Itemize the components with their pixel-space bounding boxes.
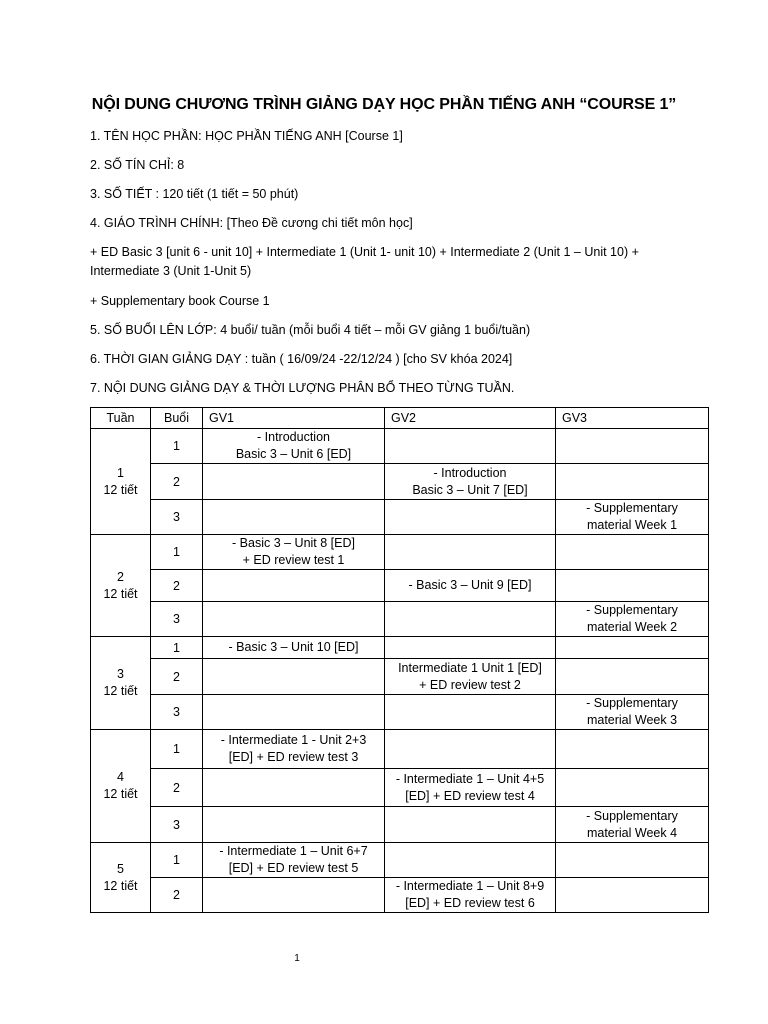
schedule-table — [90, 407, 709, 913]
header-gv2: GV2 — [385, 408, 556, 429]
gv2-cell — [385, 602, 556, 637]
session-number: 2 — [151, 769, 203, 807]
gv3-content-line: - Supplementary — [586, 501, 678, 515]
gv3-cell — [556, 535, 709, 570]
gv2-cell — [385, 659, 556, 695]
gv1-content-line: - Intermediate 1 – Unit 6+7 — [219, 844, 368, 858]
week-number: 2 — [117, 569, 124, 584]
gv1-cell — [203, 695, 385, 730]
gv1-content-line: - Basic 3 – Unit 10 [ED] — [228, 640, 359, 654]
gv2-cell — [385, 464, 556, 500]
gv1-content-line: + ED review test 1 — [242, 553, 345, 567]
gv2-cell — [385, 637, 556, 659]
gv2-cell — [385, 535, 556, 570]
gv3-cell — [556, 464, 709, 500]
session-number: 2 — [151, 659, 203, 695]
gv2-content-line: - Intermediate 1 – Unit 4+5 — [395, 771, 545, 786]
session-number: 2 — [151, 878, 203, 913]
gv1-cell — [203, 769, 385, 807]
gv2-cell — [385, 843, 556, 878]
week-number: 4 — [117, 770, 124, 784]
gv1-content-line: - Intermediate 1 - Unit 2+3 — [220, 733, 367, 747]
gv1-cell — [203, 878, 385, 913]
gv3-cell — [556, 843, 709, 878]
table-row — [91, 535, 709, 570]
gv1-cell — [203, 637, 385, 659]
table-row — [91, 602, 709, 637]
table-row — [91, 429, 709, 464]
gv1-content-line: [ED] + ED review test 3 — [228, 750, 359, 764]
gv1-cell — [203, 570, 385, 602]
textbook-detail-line-2: Intermediate 3 (Unit 1-Unit 5) — [90, 264, 252, 278]
gv2-cell — [385, 500, 556, 535]
table-row — [91, 695, 709, 730]
gv1-content-line: [ED] + ED review test 5 — [228, 861, 359, 875]
gv1-cell — [203, 659, 385, 695]
session-number: 3 — [151, 500, 203, 535]
textbook-detail-line-1: + ED Basic 3 [unit 6 - unit 10] + Intermediate 1 (Unit 1- unit 10) + Intermediate 2 (Unit 1 – Unit 10) + — [90, 245, 639, 259]
gv2-content-line: + ED review test 2 — [419, 677, 521, 692]
table-row — [91, 637, 709, 659]
week-hours: 12 tiết — [103, 684, 138, 698]
week-number: 3 — [117, 667, 124, 681]
item-content-heading: 7. NỘI DUNG GIẢNG DẠY & THỜI LƯỢNG PHÂN BỔ THEO TỪNG TUẦN. — [90, 381, 515, 395]
document-title: NỘI DUNG CHƯƠNG TRÌNH GIẢNG DẠY HỌC PHẦN TIẾNG ANH “COURSE 1” — [91, 96, 677, 113]
session-number: 2 — [151, 464, 203, 500]
gv3-cell — [556, 500, 709, 535]
table-row — [91, 659, 709, 695]
gv1-cell — [203, 730, 385, 769]
gv3-content-line: - Supplementary — [586, 808, 678, 823]
gv3-cell — [556, 878, 709, 913]
gv1-cell — [203, 602, 385, 637]
gv3-content-line: material Week 3 — [586, 713, 678, 727]
table-row — [91, 730, 709, 769]
week-hours: 12 tiết — [103, 586, 138, 601]
gv2-cell — [385, 878, 556, 913]
week-cell — [91, 637, 151, 730]
schedule-body — [91, 429, 709, 913]
table-row — [91, 500, 709, 535]
gv3-content-line: material Week 2 — [586, 620, 678, 634]
session-number: 1 — [151, 730, 203, 769]
gv3-cell — [556, 807, 709, 843]
gv3-content-line: - Supplementary — [586, 696, 678, 710]
gv3-cell — [556, 602, 709, 637]
gv3-cell — [556, 695, 709, 730]
table-row — [91, 464, 709, 500]
gv2-cell — [385, 695, 556, 730]
session-number: 1 — [151, 535, 203, 570]
gv1-cell — [203, 500, 385, 535]
gv3-content-line: material Week 1 — [586, 518, 678, 532]
week-number: 1 — [117, 465, 124, 480]
item-sessions: 5. SỐ BUỔI LÊN LỚP: 4 buổi/ tuần (mỗi buổi 4 tiết – mỗi GV giảng 1 buổi/tuần) — [90, 323, 531, 337]
gv2-content-line: - Introduction — [433, 465, 507, 480]
gv3-cell — [556, 769, 709, 807]
table-row — [91, 878, 709, 913]
gv3-cell — [556, 429, 709, 464]
week-number: 5 — [117, 861, 124, 876]
gv1-content-line: - Basic 3 – Unit 8 [ED] — [232, 536, 355, 550]
week-hours: 12 tiết — [103, 878, 138, 893]
gv1-cell — [203, 843, 385, 878]
gv1-cell — [203, 464, 385, 500]
week-cell — [91, 429, 151, 535]
gv3-content-line: - Supplementary — [586, 603, 678, 617]
gv3-cell — [556, 730, 709, 769]
gv2-cell — [385, 769, 556, 807]
page-number: 1 — [294, 953, 300, 964]
table-row — [91, 769, 709, 807]
week-cell — [91, 730, 151, 843]
gv2-cell — [385, 807, 556, 843]
item-textbook-detail — [90, 243, 690, 281]
gv2-content-line: Intermediate 1 Unit 1 [ED] — [398, 660, 542, 675]
gv3-content-line: material Week 4 — [586, 825, 678, 840]
gv2-cell — [385, 730, 556, 769]
item-supplementary-book: + Supplementary book Course 1 — [90, 294, 270, 308]
table-row — [91, 570, 709, 602]
gv3-cell — [556, 637, 709, 659]
session-number: 2 — [151, 570, 203, 602]
session-number: 1 — [151, 429, 203, 464]
week-hours: 12 tiết — [103, 482, 138, 497]
gv1-cell — [203, 535, 385, 570]
table-header-row — [91, 408, 709, 429]
gv2-cell — [385, 570, 556, 602]
item-periods: 3. SỐ TIẾT : 120 tiết (1 tiết = 50 phút) — [90, 187, 299, 201]
gv3-cell — [556, 570, 709, 602]
gv2-content-line: - Basic 3 – Unit 9 [ED] — [408, 578, 532, 592]
gv1-cell — [203, 807, 385, 843]
session-number: 1 — [151, 637, 203, 659]
gv2-content-line: Basic 3 – Unit 7 [ED] — [412, 482, 528, 497]
session-number: 3 — [151, 807, 203, 843]
table-row — [91, 843, 709, 878]
week-cell — [91, 535, 151, 637]
gv2-content-line: - Intermediate 1 – Unit 8+9 — [395, 879, 545, 893]
item-teaching-time: 6. THỜI GIAN GIẢNG DẠY : tuần ( 16/09/24 -22/12/24 ) [cho SV khóa 2024] — [90, 352, 513, 366]
header-buoi: Buổi — [151, 408, 203, 429]
session-number: 3 — [151, 695, 203, 730]
header-gv1: GV1 — [203, 408, 385, 429]
gv2-content-line: [ED] + ED review test 4 — [405, 788, 535, 803]
item-textbook: 4. GIÁO TRÌNH CHÍNH: [Theo Đề cương chi tiết môn học] — [90, 216, 413, 230]
header-tuan: Tuần — [91, 408, 151, 429]
week-hours: 12 tiết — [103, 787, 138, 801]
gv1-cell — [203, 429, 385, 464]
table-row — [91, 807, 709, 843]
gv1-content-line: - Introduction — [257, 430, 330, 444]
item-course-name: 1. TÊN HỌC PHẦN: HỌC PHẦN TIẾNG ANH [Course 1] — [90, 129, 403, 143]
header-gv3: GV3 — [556, 408, 709, 429]
session-number: 3 — [151, 602, 203, 637]
week-cell — [91, 843, 151, 913]
gv3-cell — [556, 659, 709, 695]
item-credits: 2. SỐ TÍN CHỈ: 8 — [90, 158, 185, 172]
session-number: 1 — [151, 843, 203, 878]
gv1-content-line: Basic 3 – Unit 6 [ED] — [235, 447, 352, 461]
gv2-cell — [385, 429, 556, 464]
gv2-content-line: [ED] + ED review test 6 — [405, 896, 535, 910]
